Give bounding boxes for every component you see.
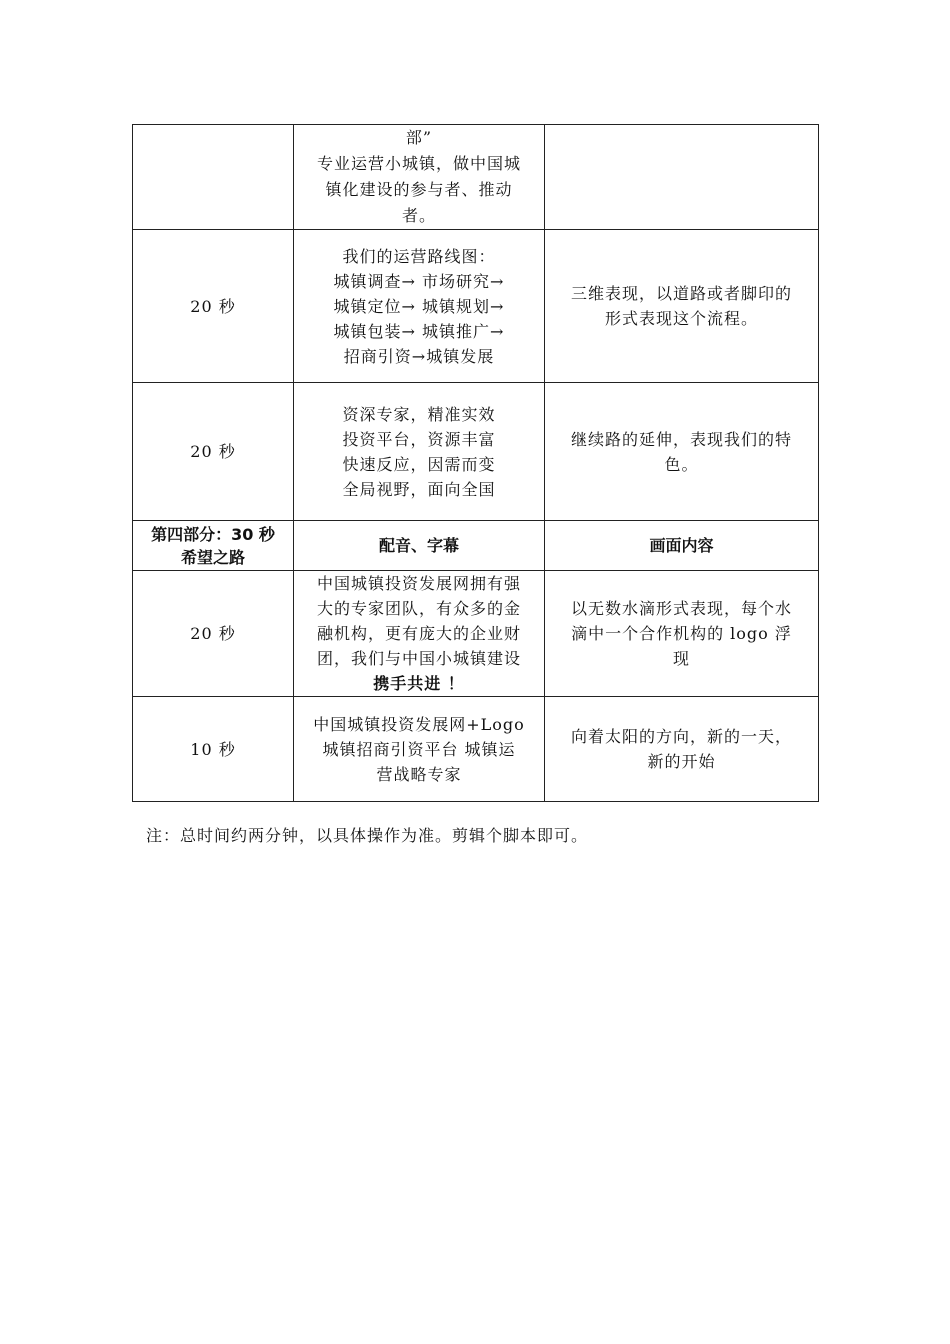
- audio-bold-line: 携手共进 ！: [373, 674, 465, 693]
- table-row: [133, 697, 819, 802]
- audio-cell: [294, 230, 545, 383]
- table-row: [133, 125, 819, 230]
- visual-line: 色。: [664, 454, 699, 474]
- visual-line: 以无数水滴形式表现，每个水: [570, 599, 792, 618]
- audio-line: 资深专家，精准实效: [342, 404, 496, 424]
- visual-line: 形式表现这个流程。: [604, 309, 758, 328]
- audio-line: 城镇调查→ 市场研究→: [333, 271, 505, 291]
- audio-line: 城镇包装→ 城镇推广→: [333, 321, 505, 341]
- visual-line: 三维表现，以道路或者脚印的: [570, 284, 792, 303]
- audio-cell: [294, 571, 545, 697]
- audio-line: 融机构，更有庞大的企业财: [316, 624, 521, 643]
- table-row: [133, 383, 819, 521]
- section-part-line: 希望之路: [180, 547, 245, 567]
- time-cell: 10 秒: [133, 697, 294, 802]
- visual-header-cell: 画面内容: [545, 521, 819, 571]
- audio-line: 投资平台，资源丰富: [342, 429, 496, 449]
- time-cell: 20 秒: [133, 383, 294, 521]
- audio-cell: [294, 697, 545, 802]
- visual-line: 滴中一个合作机构的 logo 浮: [571, 624, 792, 643]
- audio-line: 城镇招商引资平台 城镇运: [322, 739, 516, 759]
- audio-line: 营战略专家: [376, 764, 462, 784]
- audio-line: 专业运营小城镇，做中国城: [316, 154, 521, 173]
- audio-header-cell: 配音、字幕: [294, 521, 545, 571]
- time-cell: 20 秒: [133, 230, 294, 383]
- visual-cell: [545, 230, 819, 383]
- audio-line: 镇化建设的参与者、推动: [325, 180, 513, 199]
- footnote: 注：总时间约两分钟，以具体操作为准。剪辑个脚本即可。: [146, 826, 589, 845]
- table-row: [133, 571, 819, 697]
- audio-line: 我们的运营路线图：: [342, 246, 496, 266]
- audio-cell: [294, 383, 545, 521]
- audio-line: 城镇定位→ 城镇规划→: [333, 296, 505, 316]
- audio-line: 中国城镇投资发展网拥有强: [316, 574, 521, 593]
- audio-line: 招商引资→城镇发展: [343, 346, 495, 366]
- time-cell: 20 秒: [133, 571, 294, 697]
- section-part-line: 第四部分：30 秒: [151, 524, 275, 544]
- visual-line: 向着太阳的方向，新的一天，: [570, 727, 792, 746]
- audio-cell: [294, 125, 545, 230]
- audio-line: 中国城镇投资发展网+Logo: [313, 714, 525, 734]
- visual-line: 现: [672, 649, 690, 668]
- table-row: [133, 230, 819, 383]
- script-table: [132, 124, 819, 802]
- audio-line: 快速反应，因需而变: [342, 454, 496, 474]
- audio-line: 者。: [401, 206, 436, 225]
- visual-cell: [545, 125, 819, 230]
- section-header-row: [133, 521, 819, 571]
- visual-cell: [545, 697, 819, 802]
- audio-line: 部”: [405, 128, 433, 147]
- audio-line: 大的专家团队，有众多的金: [316, 599, 521, 618]
- visual-line: 继续路的延伸，表现我们的特: [570, 429, 792, 449]
- visual-cell: [545, 383, 819, 521]
- audio-line: 全局视野，面向全国: [342, 479, 496, 499]
- audio-line: 团，我们与中国小城镇建设: [316, 649, 521, 668]
- visual-line: 新的开始: [647, 752, 716, 771]
- section-part-cell: [133, 521, 294, 571]
- time-cell: [133, 125, 294, 230]
- visual-cell: [545, 571, 819, 697]
